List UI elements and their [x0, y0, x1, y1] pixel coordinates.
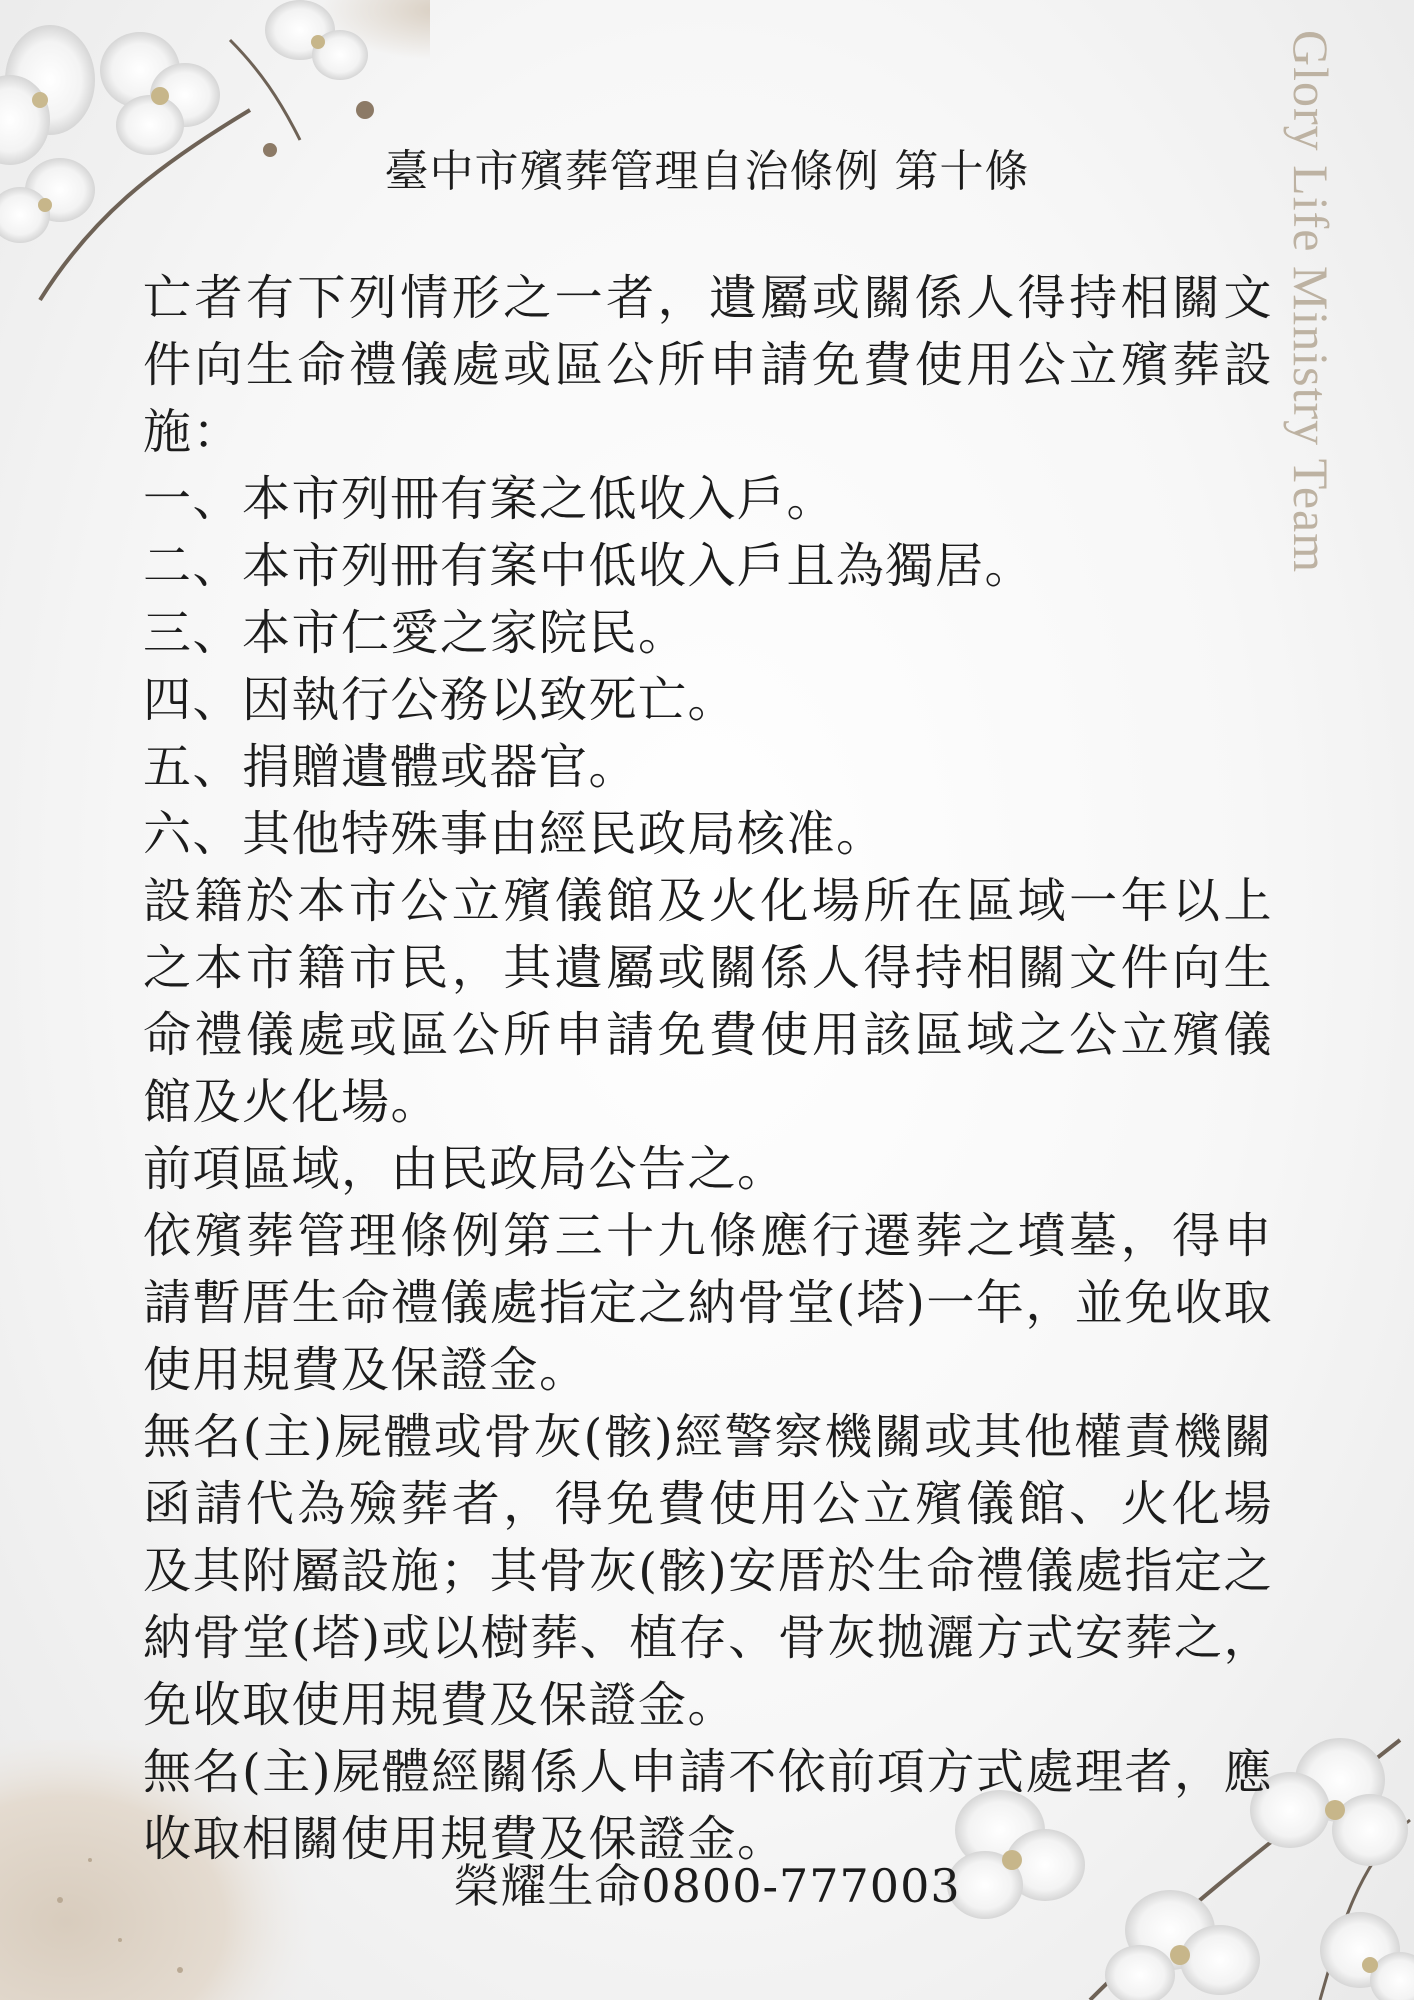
contact-footer: 榮耀生命0800-777003	[453, 1859, 961, 1913]
list-item: 五、捐贈遺體或器官。	[143, 739, 639, 795]
paragraph: 亡者有下列情形之一者，遺屬或關係人得持相關文件向生命禮儀處或區公所申請免費使用公立殯葬設施：	[143, 270, 1273, 460]
paragraph: 依殯葬管理條例第三十九條應行遷葬之墳墓，得申請暫厝生命禮儀處指定之納骨堂(塔)一年，並免收取使用規費及保證金。	[143, 1208, 1273, 1398]
article-body	[143, 265, 1273, 1873]
paragraph: 設籍於本市公立殯儀館及火化場所在區域一年以上之本市籍市民，其遺屬或關係人得持相關文件向生命禮儀處或區公所申請免費使用該區域之公立殯儀館及火化場。	[143, 873, 1273, 1130]
list-item: 四、因執行公務以致死亡。	[143, 672, 738, 728]
list-item: 六、其他特殊事由經民政局核准。	[143, 806, 886, 862]
paragraph: 前項區域，由民政局公告之。	[143, 1141, 787, 1197]
list-item: 三、本市仁愛之家院民。	[143, 605, 688, 661]
list-item: 二、本市列冊有案中低收入戶且為獨居。	[143, 538, 1035, 594]
brand-vertical-text-container	[1283, 30, 1370, 650]
list-item: 一、本市列冊有案之低收入戶。	[143, 471, 837, 527]
paragraph: 無名(主)屍體或骨灰(骸)經警察機關或其他權責機關函請代為殮葬者，得免費使用公立殯儀館、火化場及其附屬設施；其骨灰(骸)安厝於生命禮儀處指定之納骨堂(塔)或以樹葬、植存、骨灰拋灑方式安葬之，免收取使用規費及保證金。	[143, 1409, 1273, 1733]
document-title: 臺中市殯葬管理自治條例 第十條	[384, 146, 1030, 197]
brand-vertical-text: Glory Life Ministry Team	[1283, 30, 1339, 574]
paragraph: 無名(主)屍體經關係人申請不依前項方式處理者，應收取相關使用規費及保證金。	[143, 1744, 1273, 1867]
